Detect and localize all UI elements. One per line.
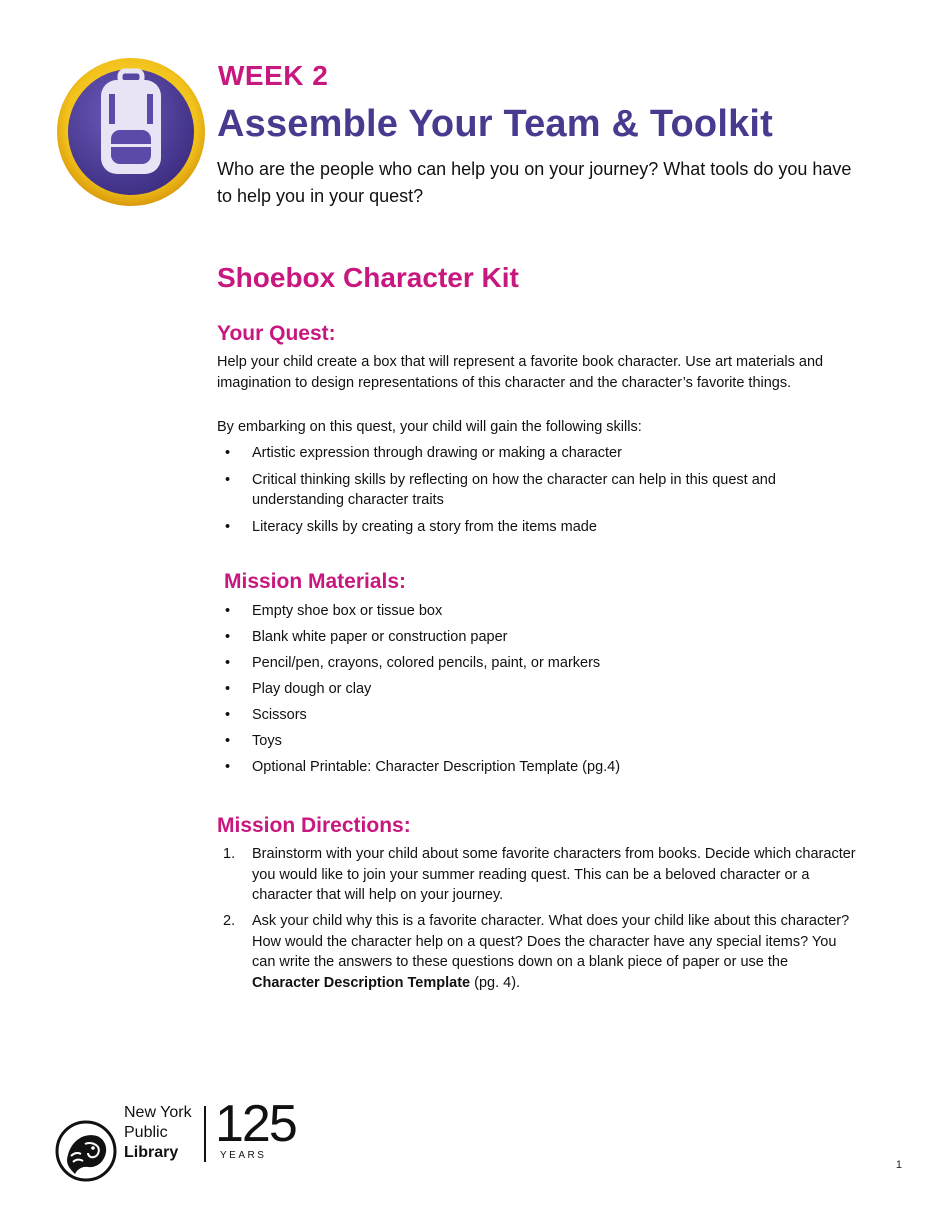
page-subtitle: Who are the people who can help you on your journey? What tools do you have to help you in your quest? bbox=[217, 159, 852, 206]
quest-intro: Help your child create a box that will represent a favorite book character. Use art materials and imagination to design representations of this character and the character’s favorite things. bbox=[217, 354, 824, 391]
directions-heading: Mission Directions: bbox=[217, 814, 411, 837]
backpack-icon bbox=[55, 56, 207, 208]
bullet-icon: • bbox=[225, 681, 231, 697]
list-item: • Blank white paper or construction paper bbox=[217, 627, 837, 648]
list-item: • Empty shoe box or tissue box bbox=[217, 601, 837, 622]
skills-list bbox=[217, 443, 837, 537]
footer-divider bbox=[204, 1106, 206, 1162]
list-item: • Play dough or clay bbox=[217, 679, 837, 700]
bullet-icon: • bbox=[225, 707, 231, 723]
list-item: • Optional Printable: Character Description Template (pg.4) bbox=[217, 757, 837, 778]
week-badge bbox=[55, 56, 207, 208]
list-item: • Scissors bbox=[217, 705, 837, 726]
nypl-logo bbox=[55, 1120, 117, 1182]
materials-list bbox=[217, 601, 837, 778]
bullet-icon: • bbox=[225, 445, 231, 461]
page-title: Assemble Your Team & Toolkit bbox=[217, 103, 774, 145]
bullet-icon: • bbox=[225, 629, 231, 645]
list-item: • Critical thinking skills by reflecting on how the character can help in this quest and understanding character traits bbox=[225, 471, 776, 508]
list-item: • Literacy skills by creating a story from the items made bbox=[217, 517, 837, 538]
list-item: 2. Ask your child why this is a favorite character. What does your child like about this character? How would the character help on a quest? Does the character have any special items? You can write the answers to these questions down on a blank piece of paper or use the Character Description Template (pg. 4). bbox=[223, 913, 850, 991]
directions-list bbox=[217, 844, 857, 993]
nypl-lion-icon bbox=[55, 1120, 117, 1182]
bullet-icon: • bbox=[225, 603, 231, 619]
quest-heading: Your Quest: bbox=[217, 322, 336, 345]
bullet-icon: • bbox=[225, 759, 231, 775]
org-name: New York Public Library bbox=[124, 1104, 192, 1161]
anniversary-number: 125 bbox=[215, 1095, 296, 1153]
page-number: 1 bbox=[895, 1159, 902, 1171]
template-reference: Character Description Template bbox=[252, 974, 471, 991]
list-item: • Pencil/pen, crayons, colored pencils, paint, or markers bbox=[217, 653, 837, 674]
bullet-icon: • bbox=[225, 733, 231, 749]
list-item: 1. Brainstorm with your child about some favorite characters from books. Decide which character you would like to join your summer reading quest. This can be a beloved character or a character that will help on your journey. bbox=[223, 846, 856, 903]
materials-heading: Mission Materials: bbox=[224, 570, 407, 593]
activity-title: Shoebox Character Kit bbox=[217, 262, 519, 293]
bullet-icon: • bbox=[225, 655, 231, 671]
list-item: • Toys bbox=[217, 731, 837, 752]
list-item: • Artistic expression through drawing or making a character bbox=[217, 443, 837, 464]
anniversary-word: YEARS bbox=[220, 1150, 267, 1161]
bullet-icon: • bbox=[225, 471, 231, 488]
bullet-icon: • bbox=[225, 518, 231, 535]
skills-intro: By embarking on this quest, your child will gain the following skills: bbox=[217, 419, 642, 435]
week-label: WEEK 2 bbox=[218, 60, 329, 91]
